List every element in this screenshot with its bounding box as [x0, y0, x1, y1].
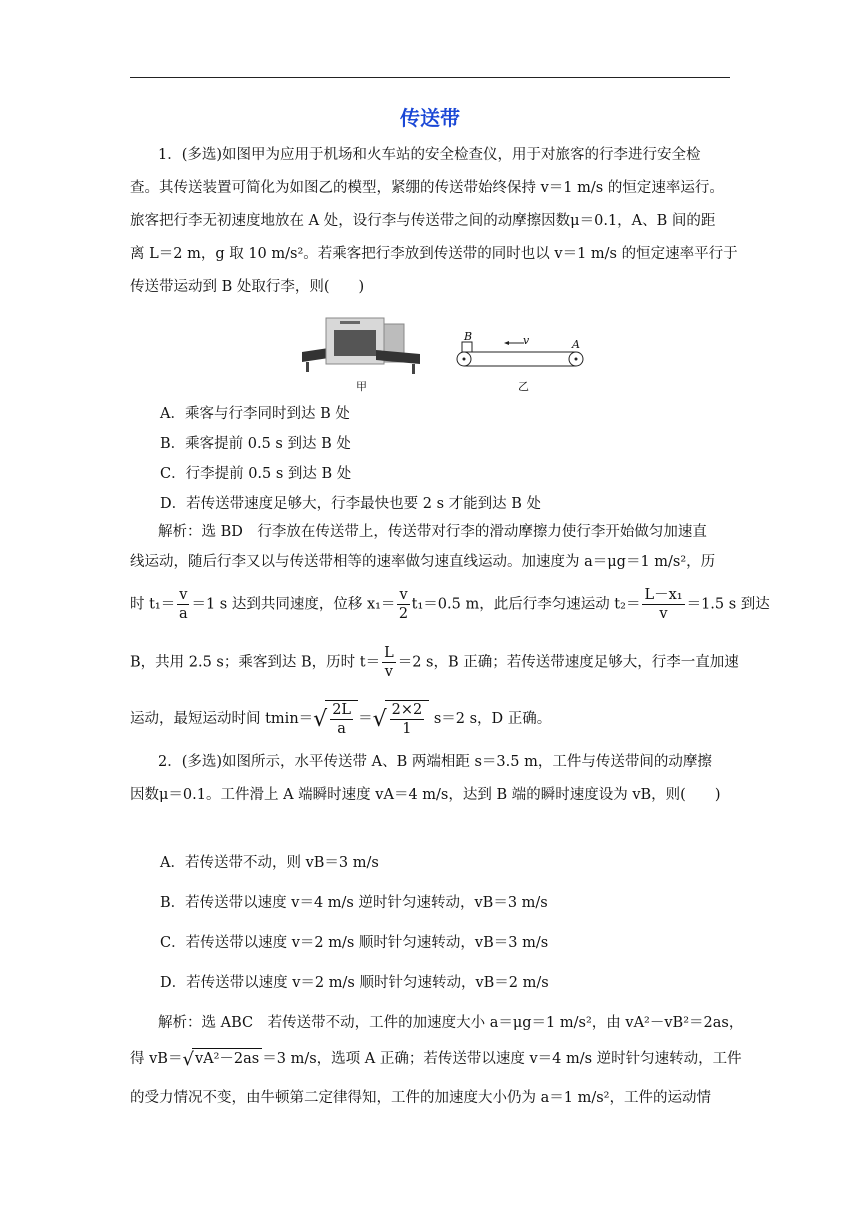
- fraction-l-over-v: $\frac{L}{v}$: [384, 645, 394, 680]
- q1-solution-line-1: 解析：选 BD 行李放在传送带上，传送带对行李的滑动摩擦力使行李开始做匀加速直: [158, 524, 707, 540]
- scanner-and-belt-diagram: [296, 312, 596, 392]
- q2-solution-line-1: 解析：选 ABC 若传送带不动，工件的加速度大小 a＝μg＝1 m/s²，由 vA²－vB²＝2as，: [158, 1015, 744, 1031]
- sol3-text-b: ＝1 s 达到共同速度，位移 x₁＝: [191, 596, 396, 613]
- sol3-text-d: ＝1.5 s 到达: [686, 596, 770, 613]
- q1-line-3: 旅客把行李无初速度地放在 A 处，设行李与传送带之间的动摩擦因数μ＝0.1，A、B 间的距: [130, 213, 716, 229]
- sqrt-sign: √: [182, 1048, 194, 1070]
- q1-line-1: 1．(多选)如图甲为应用于机场和火车站的安全检查仪，用于对旅客的行李进行安全检: [158, 147, 701, 163]
- q1-solution-line-2: 线运动，随后行李又以与传送带相等的速率做匀速直线运动。加速度为 a＝μg＝1 m/s²，历: [130, 554, 716, 570]
- page-title: 传送带: [400, 106, 460, 130]
- sol5-text-c: s＝2 s，D 正确。: [433, 711, 552, 727]
- fraction-v-over-2: $\frac{v}{2}$: [398, 587, 409, 622]
- q2-sol2-text-a: 得 vB＝: [130, 1051, 183, 1067]
- q2-line-1: 2．(多选)如图所示，水平传送带 A、B 两端相距 s＝3.5 m，工件与传送带间的动摩擦: [158, 754, 712, 770]
- q2-solution-line-3: 的受力情况不变，由牛顿第二定律得知，工件的加速度大小仍为 a＝1 m/s²，工件的运动情: [130, 1090, 711, 1106]
- figure-label-jia: 甲: [356, 380, 367, 393]
- conveyor-belt-model: [457, 341, 583, 366]
- sol5-text-a: 运动，最短运动时间 tmin＝: [130, 711, 314, 727]
- sol3-text-c: t₁＝0.5 m，此后行李匀速运动 t₂＝: [411, 596, 641, 613]
- label-B: B: [464, 330, 473, 343]
- sqrt-sign: √: [313, 706, 328, 732]
- security-scanner-image: [302, 318, 420, 374]
- q1-line-4: 离 L＝2 m，g 取 10 m/s²。若乘客把行李放到传送带的同时也以 v＝1 m/s 的恒定速率平行于: [130, 246, 738, 262]
- q1-solution-line-3: [130, 586, 770, 623]
- sol3-text-a: 时 t₁＝: [130, 596, 176, 613]
- q1-option-a: A．乘客与行李同时到达 B 处: [160, 406, 350, 422]
- sqrt-sign: √: [372, 706, 387, 732]
- q2-option-d: D．若传送带以速度 v＝2 m/s 顺时针匀速转动，vB＝2 m/s: [160, 975, 549, 991]
- label-A: A: [572, 338, 580, 351]
- q1-solution-line-5: [130, 700, 732, 738]
- q1-solution-line-4: [130, 644, 739, 681]
- sqrt-4-over-1: $\frac{2\times 2}{1}$: [385, 700, 430, 738]
- sol5-text-b: ＝: [358, 711, 373, 727]
- q2-option-b: B．若传送带以速度 v＝4 m/s 逆时针匀速转动，vB＝3 m/s: [160, 895, 548, 911]
- sqrt-va2-minus-2as: vA²－2as: [192, 1048, 262, 1070]
- fraction-v-over-a: $\frac{v}{a}$: [179, 587, 188, 622]
- q1-option-c: C．行李提前 0.5 s 到达 B 处: [160, 466, 352, 482]
- fraction-l-minus-x-over-v: $\frac{\text{L－x₁}}{v}$: [644, 587, 683, 622]
- figure-label-yi: 乙: [518, 380, 529, 393]
- q1-line-2: 查。其传送装置可简化为如图乙的模型，紧绷的传送带始终保持 v＝1 m/s 的恒定速率运行。: [130, 180, 724, 196]
- q2-option-c: C．若传送带以速度 v＝2 m/s 顺时针匀速转动，vB＝3 m/s: [160, 935, 549, 951]
- q1-figure: [296, 312, 596, 392]
- q1-option-d: D．若传送带速度足够大，行李最快也要 2 s 才能到达 B 处: [160, 496, 541, 512]
- sol4-text-b: ＝2 s，B 正确；若传送带速度足够大，行李一直加速: [397, 654, 739, 671]
- header-rule: [130, 77, 730, 78]
- q2-sol2-text-c: ＝3 m/s，选项 A 正确；若传送带以速度 v＝4 m/s 逆时针匀速转动，工件: [262, 1051, 742, 1067]
- sqrt-2l-over-a: $\frac{2L}{a}$: [325, 700, 358, 738]
- sol4-text-a: B，共用 2.5 s；乘客到达 B，历时 t＝: [130, 654, 381, 671]
- q2-solution-line-2: [130, 1048, 742, 1070]
- label-v: v: [523, 334, 530, 347]
- q2-line-2: 因数μ＝0.1。工件滑上 A 端瞬时速度 vA＝4 m/s，达到 B 端的瞬时速度设为 vB，则( ): [130, 787, 721, 803]
- q2-option-a: A．若传送带不动，则 vB＝3 m/s: [160, 855, 379, 871]
- q1-option-b: B．乘客提前 0.5 s 到达 B 处: [160, 436, 351, 452]
- q1-line-5: 传送带运动到 B 处取行李，则( ): [130, 279, 365, 295]
